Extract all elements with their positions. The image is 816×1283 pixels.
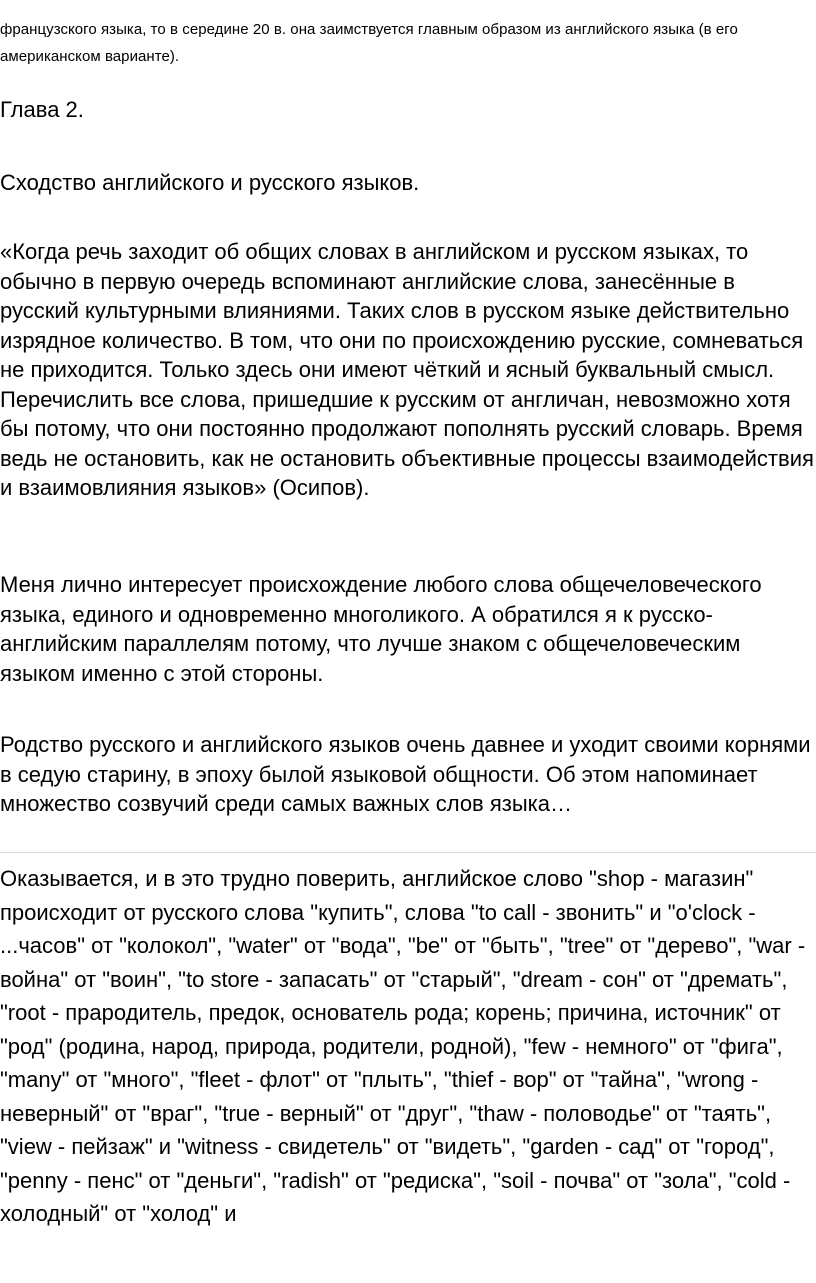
section-divider <box>0 852 816 853</box>
word-examples-paragraph: Оказывается, и в это трудно поверить, английское слово "shop - магазин" происходит от русского слова "купить", слова "to call - звонить" и "o'clock - ...часов" от "колокол", "water" от "вода", "be" от "быть", "tree" от "дерево", "war - война" от "воин", "to store - запасать" от "старый", "dream - сон" от "дремать", "root - прародитель, предок, основатель рода; корень; причина, источник" от "род" (родина, народ, природа, родители, родной), "few - немного" от "фига", "many" от "много", "fleet - флот" от "плыть", "thief - вор" от "тайна", "wrong - неверный" от "враг", "true - верный" от "друг", "thaw - половодье" от "таять", "view - пейзаж" и "witness - свидетель" от "видеть", "garden - сад" от "город", "penny - пенс" от "деньги", "radish" от "редиска", "soil - почва" от "зола", "cold - холодный" от "холод" и <box>0 866 806 1226</box>
intro-text: французского языка, то в середине 20 в. она заимствуется главным образом из английского языка (в его американском варианте). <box>0 21 738 65</box>
quote-paragraph: «Когда речь заходит об общих словах в английском и русском языках, то обычно в первую очередь вспоминают английские слова, занесённые в русский культурными влияниями. Таких слов в русском языке действительно изрядное количество. В том, что они по происхождению русские, сомневаться не приходится. Только здесь они имеют чёткий и ясный буквальный смысл. Перечислить все слова, пришедшие к русским от англичан, невозможно хотя бы потому, что они постоянно продолжают пополнять русский словарь. Время ведь не остановить, как не остановить объективные процессы взаимодействия и взаимовлияния языков» (Осипов). <box>0 239 814 500</box>
kinship-paragraph: Родство русского и английского языков очень давнее и уходит своими корнями в седую старину, в эпоху былой языковой общности. Об этом напоминает множество созвучий среди самых важных слов языка… <box>0 732 811 816</box>
personal-interest-paragraph: Меня лично интересует происхождение любого слова общечеловеческого языка, единого и одновременно многоликого. А обратился я к русско-английским параллелям потому, что лучше знаком с общечеловеческим языком именно с этой стороны. <box>0 572 762 686</box>
chapter-title: Глава 2. <box>0 97 84 122</box>
chapter-subtitle: Сходство английского и русского языков. <box>0 170 420 195</box>
